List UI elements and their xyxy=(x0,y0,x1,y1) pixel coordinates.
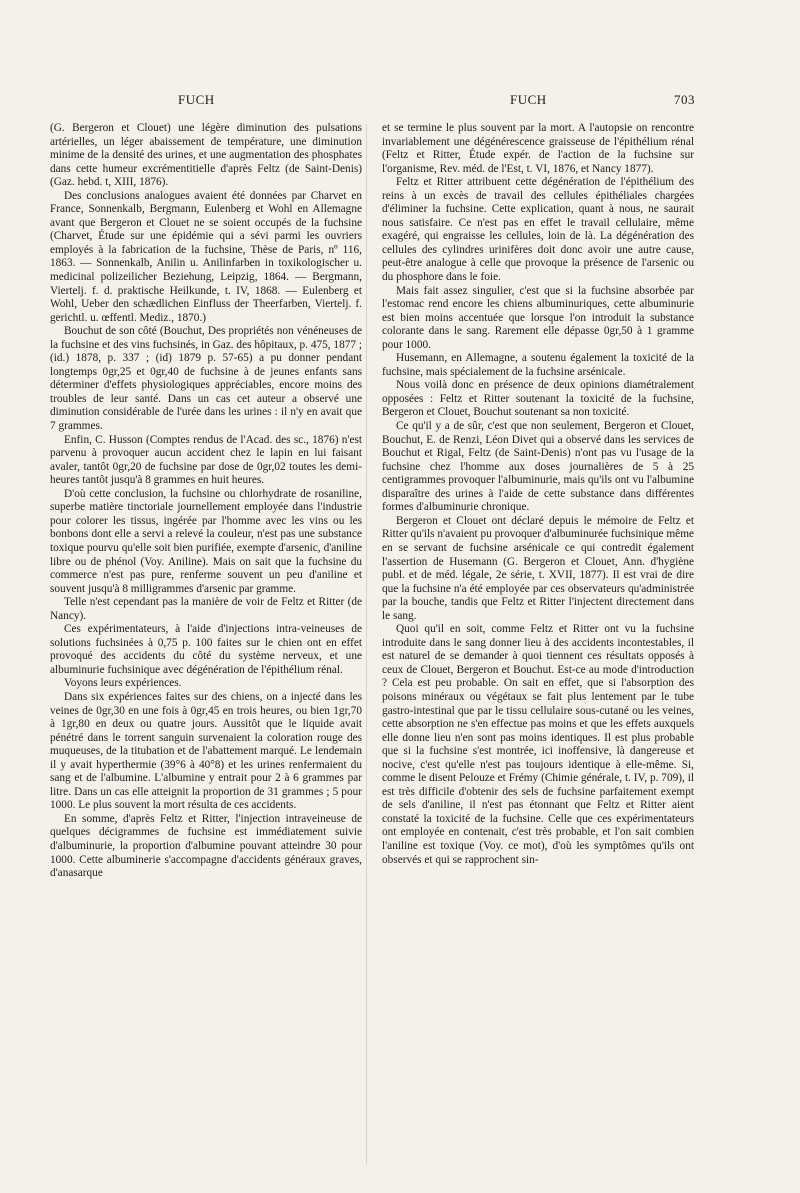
paragraph: Enfin, C. Husson (Comptes rendus de l'Acad. des sc., 1876) n'est parvenu à provoquer aucun accident chez le lapin en lui faisant avaler, tantôt 0gr,20 de fuchsine par dose de 0gr,02 toutes les demi-heures tantôt jusqu'à 8 grammes en huit heures. xyxy=(50,433,362,487)
paragraph: Des conclusions analogues avaient été données par Charvet en France, Sonnenkalb, Bergmann, Eulenberg et Wohl en Allemagne avant que Bergeron et Clouet ne se soient occupés de la fuchsine (Charvet, Étude sur une épidémie qui a sévi parmi les ouvriers employés à la fabrication de la fuchsine, Thèse de Paris, nº 116, 1863. — Sonnenkalb, Anilin u. Anilinfarben in toxikologischer u. medicinal polizeilicher Beziehung, Leipzig, 1864. — Bergmann, Viertelj. f. d. praktische Heilkunde, t. IV, 1868. — Eulenberg et Wohl, Ueber den schædlichen Einfluss der Theerfarben, Viertelj. f. gerichtl. u. œffentl. Mediz., 1870.) xyxy=(50,189,362,324)
column-divider xyxy=(366,124,367,1164)
paragraph: Nous voilà donc en présence de deux opinions diamétralement opposées : Feltz et Ritter soutenant la toxicité de la fuchsine, Bergeron et Clouet, Bouchut soutenant sa non toxicité. xyxy=(382,379,694,419)
paragraph: Feltz et Ritter attribuent cette dégénération de l'épithélium des reins à un excès de travail des cellules épithéliales chargées d'éliminer la fuchsine. Cette explication, quant à nous, ne saurait nous satisfaire. Ce n'est pas en effet le travail cellulaire, même exagéré, qui engraisse les cellules, loin de là. La dégénération des cellules des cylindres urinifères doit donc avoir une autre cause, peut-être analogue à celle que provoque la présence de l'arsenic ou du phosphore dans le foie. xyxy=(382,176,694,284)
paragraph: (G. Bergeron et Clouet) une légère diminution des pulsations artérielles, un léger abaissement de température, une diminution minime de la densité des urines, et une augmentation des phosphates dans cette humeur excrémentitielle d'après Feltz (de Saint-Denis) (Gaz. hebd. t, XIII, 1876). xyxy=(50,122,362,189)
paragraph: Voyons leurs expériences. xyxy=(64,677,182,690)
paragraph: En somme, d'après Feltz et Ritter, l'injection intraveineuse de quelques décigrammes de fuchsine est immédiatement suivie d'albuminurie, la proportion d'albumine pouvant atteindre 30 pour 1000. Cette albuminerie s'accompagne d'accidents généraux graves, d'anasarque xyxy=(50,812,362,880)
paragraph: Mais fait assez singulier, c'est que si la fuchsine absorbée par l'estomac rend encore les chiens albuminuriques, cette albuminurie est bien moins accentuée que lorsque l'on introduit la substance colorante dans le sang. Rarement elle dépasse 0gr,50 à 1 gramme pour 1000. xyxy=(382,284,694,351)
page-number: 703 xyxy=(674,92,695,107)
paragraph: et se termine le plus souvent par la mort. A l'autopsie on rencontre invariablement une dégénérescence graisseuse de l'épithélium rénal (Feltz et Ritter, Étude expér. de l'action de la fuchsine sur l'organisme, Rev. méd. de l'Est, t. VI, 1876, et Nancy 1877). xyxy=(382,122,694,175)
paragraph: Quoi qu'il en soit, comme Feltz et Ritter ont vu la fuchsine introduite dans le sang donner lieu à des accidents incontestables, il est naturel de se demander à quoi tiennent ces résultats opposés à ceux de Clouet, Bergeron et Bouchut. Est-ce au mode d'introduction ? Cela est peu probable. On sait en effet, que si l'absorption des poisons minéraux ou végétaux se fait plus lentement par le tube gastro-intestinal que par le tissu cellulaire sous-cutané ou les veines, cette absorption ne s'en effectue pas moins et que les effets auxquels elle donne lieu n'en sont pas moins identiques. Il est plus probable que si la fuchsine s'est montrée, ici inoffensive, là dangereuse et nocive, c'est qu'elle n'est pas toujours identique à elle-même. Si, comme le disent Pelouze et Frémy (Chimie générale, t. IV, p. 709), il est très difficile d'obtenir des sels de fuchsine parfaitement exempt de sels d'aniline, il n'est pas étonnant que Feltz et Ritter aient constaté la toxicité de la fuchsine. Celle que ces expérimentateurs ont employée en contenait, c'est très probable, et l'on sait combien l'aniline est toxique (Voy. ce mot), d'où les symptômes qu'ils ont observés et qui se rapprochent sin- xyxy=(382,623,694,866)
running-header xyxy=(0,92,800,112)
left-column xyxy=(50,122,362,881)
right-column xyxy=(382,122,694,867)
paragraph: Ces expérimentateurs, à l'aide d'injections intra-veineuses de solutions fuchsinées à 0,75 p. 100 faites sur le chien ont en effet provoqué des accidents du côté du système nerveux, et une albuminurie fuchsinique avec dégénération de l'épithélium rénal. xyxy=(50,623,362,676)
paragraph: Telle n'est cependant pas la manière de voir de Feltz et Ritter (de Nancy). xyxy=(50,596,362,622)
paragraph: Dans six expériences faites sur des chiens, on a injecté dans les veines de 0gr,30 en une fois à 0gr,45 en trois heures, ou bien 1gr,70 à 1gr,80 en deux ou quatre jours. Aussitôt que le liquide avait pénétré dans le torrent sanguin survenaient la coloration rouge des muqueuses, de la titubation et de l'abattement marqué. Le lendemain il y avait hyperthermie (39°6 à 40°8) et les urines renfermaient du sang et de l'albumine. L'albumine y entrait pour 2 à 6 grammes par litre. Dans un cas elle atteignit la proportion de 31 grammes ; 5 pour 1000. Le plus souvent la mort résulta de ces accidents. xyxy=(50,690,362,812)
paragraph: D'où cette conclusion, la fuchsine ou chlorhydrate de rosaniline, superbe matière tinctoriale journellement employée dans l'industrie pour colorer les tissus, ingérée par l'homme avec les vins ou les bonbons dont elle a servi a relevé la couleur, n'est pas une substance toxique pourvu qu'elle soit bien purifiée, exempte d'arsenic, d'aniline libre ou de phénol (Voy. Aniline). Mais on sait que la fuchsine du commerce n'est pas pure, renferme souvent un peu d'aniline et souvent jusqu'à 8 milligrammes d'arsenic par gramme. xyxy=(50,487,362,595)
header-right-title: FUCH xyxy=(510,92,547,107)
paragraph: Bouchut de son côté (Bouchut, Des propriétés non vénéneuses de la fuchsine et des vins fuchsinés, in Gaz. des hôpitaux, p. 475, 1877 ; (id.) 1878, p. 337 ; (id) 1879 p. 57-65) a pu donner pendant longtemps 0gr,25 et 0gr,40 de fuchsine à de jeunes enfants sans déterminer d'effets physiologiques appréciables, encore moins des troubles de leur santé. Dans un cas cet auteur a observé une diminution considérable de l'urée dans les urines : il n'y en avait que 7 grammes. xyxy=(50,325,362,433)
paragraph: Bergeron et Clouet ont déclaré depuis le mémoire de Feltz et Ritter qu'ils n'avaient pu provoquer d'albuminurée fuchsinique même en se servant de fuchsine arsénicale ce qui contredit également l'assertion de Husemann (G. Bergeron et Clouet, Ann. d'hygiène publ. et de méd. légale, 2e série, t. XVII, 1877). Il est vrai de dire que la fuchsine n'a été employée par ces observateurs qu'administrée par la bouche, tandis que Feltz et Ritter l'injectent directement dans le sang. xyxy=(382,514,694,622)
paragraph: Husemann, en Allemagne, a soutenu également la toxicité de la fuchsine, mais spécialement de la fuchsine arsénicale. xyxy=(382,352,694,378)
header-left-title: FUCH xyxy=(178,92,215,107)
paragraph: Ce qu'il y a de sûr, c'est que non seulement, Bergeron et Clouet, Bouchut, E. de Renzi, Léon Divet qui a observé dans les services de Bouchut et Rigal, Feltz (de Saint-Denis) n'ont pas vu l'usage de la fuchsine chez l'homme aux doses journalières de 5 à 25 centigrammes provoquer l'albuminurie, mais qu'ils ont vu l'albumine disparaître des urines à l'aide de cette substance dans différentes formes d'albuminurie chronique. xyxy=(382,420,694,514)
